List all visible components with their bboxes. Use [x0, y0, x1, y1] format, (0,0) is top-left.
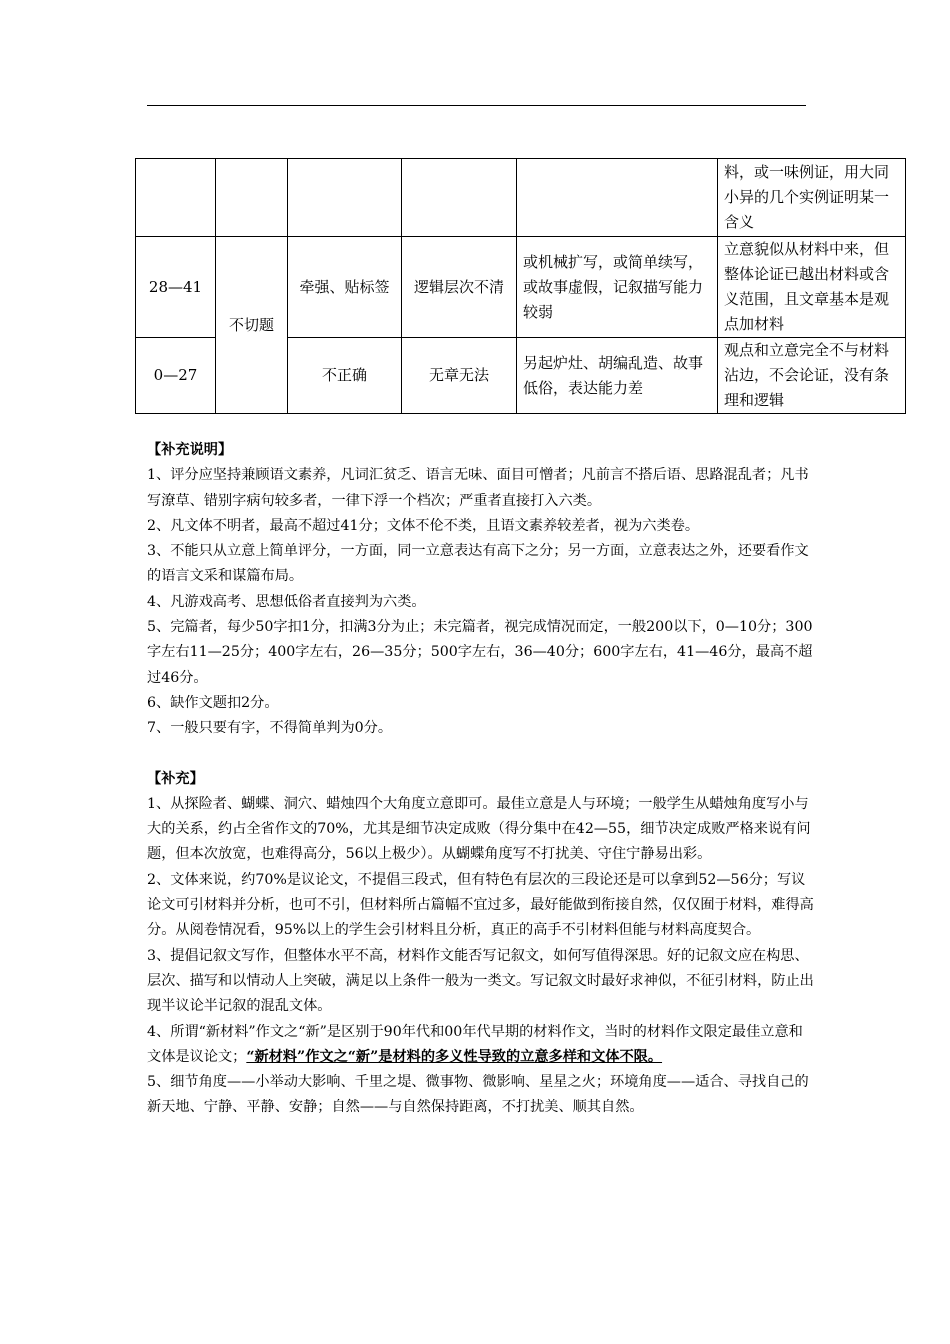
- table-cell: 立意貌似从材料中来，但整体论证已越出材料或含义范围，且文章基本是观点加材料: [718, 237, 906, 338]
- item4-emphasis: “新材料”作文之“新”是材料的多义性导致的立意多样和文体不限。: [246, 1048, 663, 1065]
- table-cell: 另起炉灶、胡编乱造、故事低俗，表达能力差: [517, 338, 718, 414]
- table-cell: 牵强、贴标签: [288, 237, 402, 338]
- table-cell: [288, 159, 402, 237]
- table-row: [136, 159, 906, 237]
- category-cell: [216, 159, 288, 237]
- list-item: 3、提倡记叙文写作，但整体水平不高，材料作文能否写记叙文，如何写值得深思。好的记叙文应在构思、层次、描写和以情动人上突破，满足以上条件一般为一类文。写记叙文时最好求神似，不征引材料，防止出现半议论半记叙的混乱文体。: [147, 947, 814, 1015]
- score-cell: 0—27: [136, 338, 216, 414]
- list-item: 7、一般只要有字，不得简单判为0分。: [147, 720, 393, 737]
- list-item: 1、从探险者、蝴蝶、洞穴、蜡烛四个大角度立意即可。最佳立意是人与环境；一般学生从蜡烛角度写小与大的关系，约占全省作文的70%，尤其是细节决定成败（得分集中在42—55，细节决定成败严格来说有问题，但本次放宽，也难得高分，56以上极少）。从蝴蝶角度写不打扰美、守住宁静易出彩。: [147, 795, 811, 863]
- list-item: 2、凡文体不明者，最高不超过41分；文体不伦不类，且语文素养较差者，视为六类卷。: [147, 517, 700, 534]
- list-item: 5、细节角度——小举动大影响、千里之堤、微事物、微影响、星星之火；环境角度——适合、寻找自己的新天地、宁静、平静、安静；自然——与自然保持距离，不打扰美、顺其自然。: [147, 1074, 809, 1116]
- header-rule: [147, 105, 806, 106]
- category-cell: 不切题: [216, 237, 288, 414]
- table-cell: [402, 159, 517, 237]
- list-item: 6、缺作文题扣2分。: [147, 694, 279, 711]
- table-cell: 或机械扩写，或简单续写，或故事虚假，记叙描写能力较弱: [517, 237, 718, 338]
- table-cell: [517, 159, 718, 237]
- score-cell: [136, 159, 216, 237]
- list-item: 5、完篇者，每少50字扣1分，扣满3分为止；未完篇者，视完成情况而定，一般200以下，0—10分；300字左右11—25分；400字左右，26—35分；500字左右，36—40分；600字左右，41—46分，最高不超过46分。: [147, 619, 813, 686]
- supplement-explain-heading: 【补充说明】: [147, 442, 233, 458]
- table-cell: 观点和立意完全不与材料沾边，不会论证，没有条理和逻辑: [718, 338, 906, 414]
- notes-section: [147, 438, 815, 1121]
- list-item: 1、评分应坚持兼顾语文素养，凡词汇贫乏、语言无味、面目可憎者；凡前言不搭后语、思路混乱者；凡书写潦草、错别字病句较多者，一律下浮一个档次；严重者直接打入六类。: [147, 467, 809, 509]
- grading-table: [135, 158, 906, 414]
- spacer: [147, 742, 815, 767]
- table-cell: 无章无法: [402, 338, 517, 414]
- table-cell: 料，或一味例证，用大同小异的几个实例证明某一含义: [718, 159, 906, 237]
- item4-text: 4、所谓“新材料”作文之“新”是区别于90年代和00年代早期的材料作文，当时的材料作文限定最佳立意和文体是议论文；: [147, 1023, 803, 1065]
- list-item: 4、凡游戏高考、思想低俗者直接判为六类。: [147, 593, 426, 610]
- table-cell: 逻辑层次不清: [402, 237, 517, 338]
- table-row: [136, 237, 906, 338]
- score-cell: 28—41: [136, 237, 216, 338]
- list-item: 3、不能只从立意上简单评分，一方面，同一立意表达有高下之分；另一方面，立意表达之外，还要看作文的语言文采和谋篇布局。: [147, 543, 809, 585]
- supplement-heading: 【补充】: [147, 770, 204, 787]
- list-item: [147, 1020, 815, 1071]
- table-cell: 不正确: [288, 338, 402, 414]
- list-item: 2、文体来说，约70%是议论文，不提倡三段式，但有特色有层次的三段论还是可以拿到52—56分；写议论文可引材料并分析，也可不引，但材料所占篇幅不宜过多，最好能做到衔接自然，仅仅囿于材料，难得高分。从阅卷情况看，95%以上的学生会引材料且分析，真正的高手不引材料但能与材料高度契合。: [147, 871, 814, 939]
